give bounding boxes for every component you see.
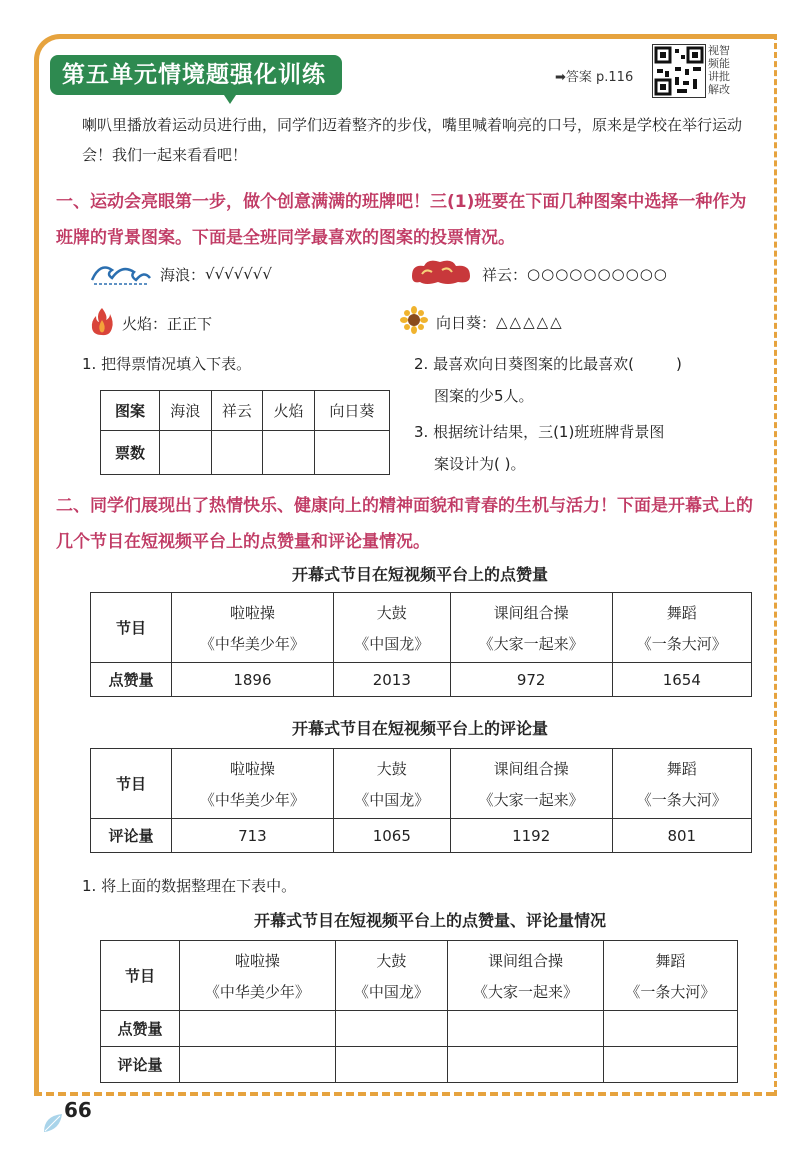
program-cell [603, 941, 737, 1011]
program-subtitle: 《中华美少年》 [199, 634, 305, 653]
qr-side-line: 解改 [708, 83, 730, 96]
program-cell [450, 749, 612, 819]
program-name: 啦啦操 [229, 603, 275, 622]
section2-heading: 二、同学们展现出了热情快乐、健康向上的精神面貌和青春的生机与活力！下面是开幕式上的几个节目在短视频平台上的点赞量和评论量情况。 [56, 496, 753, 552]
vote-table-cell[interactable] [314, 431, 389, 475]
likes-value: 1654 [612, 663, 751, 697]
program-subtitle: 《一条大河》 [625, 982, 716, 1001]
program-name: 啦啦操 [234, 951, 280, 970]
likes-value: 1896 [172, 663, 334, 697]
intro-paragraph: 喇叭里播放着运动员进行曲，同学们迈着整齐的步伐，嘴里喊着响亮的口号，原来是学校在举行运动会！我们一起来看看吧！ [82, 116, 743, 164]
vote-table-header: 图案 [101, 391, 160, 431]
title-banner-tail [222, 92, 238, 104]
vote-table-cell[interactable] [160, 431, 212, 475]
vote-table-cell[interactable] [263, 431, 315, 475]
program-subtitle: 《中华美少年》 [204, 982, 310, 1001]
vote-table-header: 海浪 [160, 391, 212, 431]
comments-value: 1065 [333, 819, 450, 853]
program-cell [333, 593, 450, 663]
comments-table [90, 748, 752, 853]
vote-row-wave [90, 258, 272, 290]
vote-marks: ○○○○○○○○○○ [527, 265, 668, 283]
sunflower-icon [400, 306, 428, 338]
program-cell [612, 749, 751, 819]
vote-row-cloud [408, 258, 668, 290]
q2-paren-close: ) [675, 355, 682, 373]
likes-table [90, 592, 752, 697]
combined-cell[interactable] [335, 1011, 447, 1047]
program-subtitle: 《中华美少年》 [199, 790, 305, 809]
comments-value: 801 [612, 819, 751, 853]
comments-row-label: 评论量 [91, 819, 172, 853]
leaf-decoration-icon [42, 1112, 64, 1138]
section1-heading: 一、运动会亮眼第一步，做个创意满满的班牌吧！三(1)班要在下面几种图案中选择一种作为班牌的背景图案。下面是全班同学最喜欢的图案的投票情况。 [56, 192, 747, 248]
vote-table-cell[interactable] [211, 431, 263, 475]
qr-side-line: 视智 [708, 44, 730, 57]
vote-label: 祥云： [482, 265, 528, 284]
vote-label: 向日葵： [436, 313, 497, 332]
comments-table-col-label: 节目 [91, 749, 172, 819]
program-name: 舞蹈 [666, 603, 697, 622]
comments-value: 713 [172, 819, 334, 853]
program-cell [172, 593, 334, 663]
wave-icon [90, 258, 152, 290]
fire-icon [90, 306, 114, 340]
vote-table-header: 火焰 [263, 391, 315, 431]
page-right-border [774, 34, 777, 1096]
program-name: 大鼓 [376, 759, 407, 778]
program-name: 大鼓 [376, 951, 407, 970]
section2-q1: 1. 将上面的数据整理在下表中。 [82, 877, 297, 895]
section1-q3: 3. 根据统计结果，三(1)班班牌背景图 [414, 423, 665, 441]
qr-side-label [708, 44, 744, 96]
program-name: 舞蹈 [666, 759, 697, 778]
likes-table-col-label: 节目 [91, 593, 172, 663]
combined-cell[interactable] [603, 1047, 737, 1083]
combined-cell[interactable] [180, 1047, 336, 1083]
vote-row-sunflower [400, 306, 564, 338]
vote-table-header: 祥云 [211, 391, 263, 431]
vote-table [100, 390, 390, 475]
answer-reference: ➡答案 p.116 [555, 70, 634, 85]
vote-table-header: 向日葵 [314, 391, 389, 431]
combined-cell[interactable] [180, 1011, 336, 1047]
program-cell [180, 941, 336, 1011]
program-cell [448, 941, 604, 1011]
vote-row-fire [90, 306, 212, 340]
q2-text: 2. 最喜欢向日葵图案的比最喜欢( [414, 355, 634, 373]
qr-code-icon[interactable] [652, 44, 706, 98]
vote-label: 海浪： [160, 265, 206, 284]
qr-side-line: 讲批 [708, 70, 730, 83]
combined-table-col-label: 节目 [101, 941, 180, 1011]
program-subtitle: 《一条大河》 [636, 634, 727, 653]
combined-table-title: 开幕式节目在短视频平台上的点赞量、评论量情况 [253, 911, 606, 930]
section1-q3-cont: 案设计为( )。 [434, 455, 526, 473]
program-cell [335, 941, 447, 1011]
vote-label: 火焰： [122, 314, 168, 333]
vote-table-row-label: 票数 [101, 431, 160, 475]
section1-q1: 1. 把得票情况填入下表。 [82, 355, 252, 373]
program-name: 大鼓 [376, 603, 407, 622]
program-name: 舞蹈 [655, 951, 686, 970]
vote-marks: 正正下 [167, 314, 213, 333]
program-subtitle: 《大家一起来》 [473, 982, 579, 1001]
comments-table-title: 开幕式节目在短视频平台上的评论量 [291, 719, 548, 738]
cloud-icon [408, 258, 474, 290]
likes-row-label: 点赞量 [91, 663, 172, 697]
program-subtitle: 《中国龙》 [353, 982, 429, 1001]
program-name: 课间组合操 [493, 603, 569, 622]
combined-table [100, 940, 738, 1083]
combined-cell[interactable] [448, 1047, 604, 1083]
program-name: 课间组合操 [488, 951, 564, 970]
program-subtitle: 《大家一起来》 [478, 790, 584, 809]
likes-table-title: 开幕式节目在短视频平台上的点赞量 [291, 565, 548, 584]
vote-marks: △△△△△ [496, 313, 564, 331]
program-cell [450, 593, 612, 663]
program-cell [612, 593, 751, 663]
likes-value: 2013 [333, 663, 450, 697]
section1-q2-cont: 图案的少5人。 [434, 387, 534, 405]
qr-side-line: 频能 [708, 57, 730, 70]
combined-cell[interactable] [335, 1047, 447, 1083]
combined-comments-label: 评论量 [101, 1047, 180, 1083]
likes-value: 972 [450, 663, 612, 697]
program-subtitle: 《一条大河》 [636, 790, 727, 809]
program-cell [333, 749, 450, 819]
combined-likes-label: 点赞量 [101, 1011, 180, 1047]
page-number: 66 [64, 1098, 92, 1122]
unit-title-banner: 第五单元情境题强化训练 [50, 55, 342, 95]
comments-value: 1192 [450, 819, 612, 853]
program-subtitle: 《大家一起来》 [478, 634, 584, 653]
program-subtitle: 《中国龙》 [354, 790, 430, 809]
program-name: 啦啦操 [229, 759, 275, 778]
program-name: 课间组合操 [493, 759, 569, 778]
combined-cell[interactable] [603, 1011, 737, 1047]
section1-q2 [414, 350, 682, 378]
program-cell [172, 749, 334, 819]
combined-cell[interactable] [448, 1011, 604, 1047]
program-subtitle: 《中国龙》 [354, 634, 430, 653]
vote-marks: √√√√√√√ [205, 265, 272, 283]
